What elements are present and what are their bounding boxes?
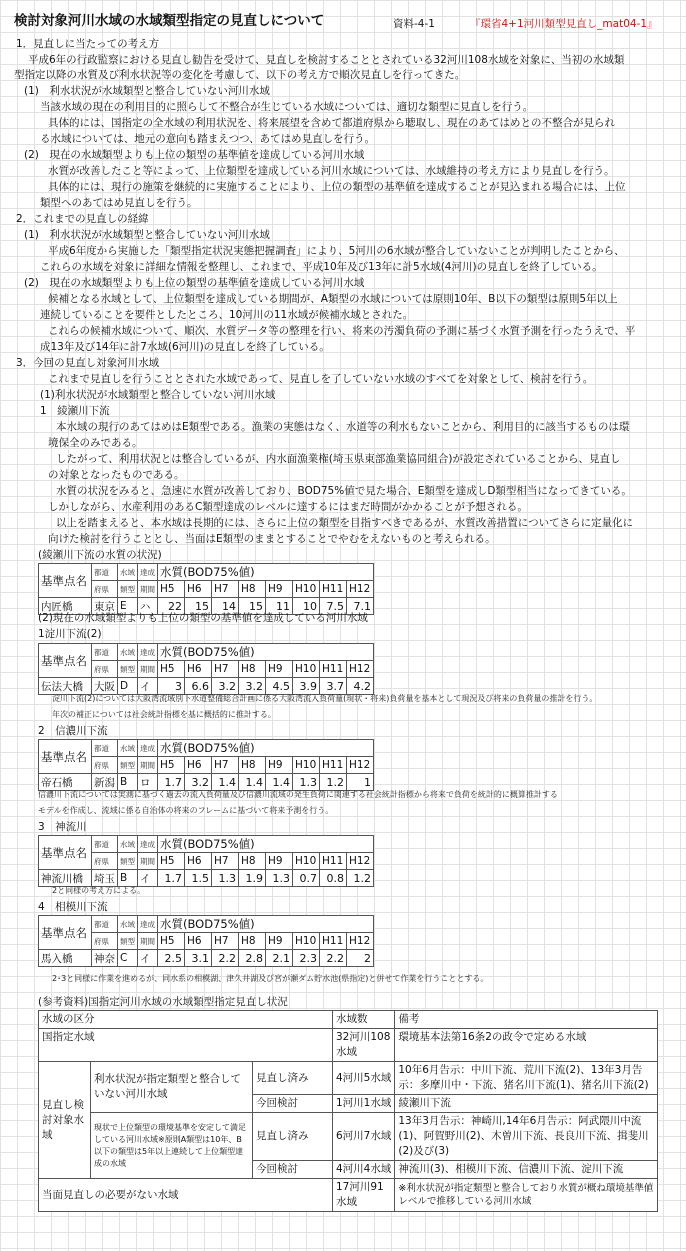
achievement-period: ハ	[138, 598, 158, 615]
bod-value: 4.5	[266, 678, 293, 695]
achievement-period: イ	[138, 950, 158, 967]
type-header-top: 水域	[118, 916, 138, 933]
ayase-line5: 水質の状況をみると、急速に水質が改善しており、BOD75%値で見た場合、E類型を達成しD類型相当になってきている。	[56, 485, 632, 497]
table-row	[39, 950, 374, 967]
station-name: 馬入橋	[39, 950, 92, 967]
ayase-water-quality-table	[38, 563, 374, 615]
count-upper-reviewed: 6河川7水域	[333, 1113, 395, 1161]
type-header-bottom: 類型	[118, 853, 138, 870]
ayase-line4: の対象となったものである。	[48, 469, 185, 481]
status-reviewed: 見直し済み	[253, 1062, 333, 1095]
section-2-heading: 2．これまでの見直しの経緯	[16, 213, 149, 225]
remark-upper-reviewed: 13年3月告示：神崎川,14年6月告示：阿武隈川中流(1)、阿賀野川(2)、木曽川下流、長良川下流、揖斐川(2)及び(3)	[395, 1113, 658, 1161]
ayase-table-caption: (綾瀬川下流の水質の状況)	[38, 549, 162, 561]
reference-status-grid	[38, 1010, 658, 1212]
row-no-review-needed: 当面見直しの必要がない水域	[39, 1179, 333, 1212]
bod-value: 3.1	[185, 950, 212, 967]
pref-header-top: 都道	[92, 916, 118, 933]
remark-mismatch-current: 綾瀬川下流	[395, 1095, 658, 1113]
year-header: H9	[266, 757, 293, 774]
prefecture: 埼玉	[92, 870, 118, 887]
document-title: 検討対象河川水域の水域類型指定の見直しについて	[14, 13, 325, 29]
type-header-top: 水域	[118, 740, 138, 757]
remark-upper-current: 神流川(3)、相模川下流、信濃川下流、淀川下流	[395, 1161, 658, 1179]
s2-2-heading: (2) 現在の水域類型よりも上位の類型の基準値を達成している河川水域	[24, 277, 365, 289]
year-header: H9	[266, 933, 293, 950]
year-header: H7	[212, 757, 239, 774]
status-reviewed: 見直し済み	[253, 1113, 333, 1161]
year-header: H6	[185, 661, 212, 678]
s2-2-line2: 連続していることを要件としたところ、10河川の11水域が候補水域とされた。	[40, 309, 414, 321]
bod-value: 1.4	[239, 774, 266, 791]
year-header: H11	[320, 661, 347, 678]
year-header: H7	[212, 661, 239, 678]
water-type: B	[118, 774, 138, 791]
bod-value: 2.1	[266, 950, 293, 967]
remark-no-review: ※利水状況が指定類型と整合しており水質が概ね環境基準値レベルで推移している河川水域	[395, 1179, 658, 1212]
col-header-count: 水域数	[333, 1011, 395, 1029]
year-header: H7	[212, 581, 239, 598]
station-header: 基準点名	[39, 564, 92, 598]
bod-value: 3.2	[239, 678, 266, 695]
ayase-line7: 以上を踏まえると、本水域は長期的には、さらに上位の類型を目指すべきであるが、水質改善措置についてさらに定量化に	[56, 517, 634, 529]
period-header-bottom: 期間	[138, 581, 158, 598]
bod-value: 3	[158, 678, 185, 695]
jinzu-heading: 3 神流川	[38, 821, 87, 833]
count-mismatch-reviewed: 4河川5水域	[333, 1062, 395, 1095]
station-header: 基準点名	[39, 916, 92, 950]
year-header: H9	[266, 661, 293, 678]
bod-value: 1.2	[347, 870, 374, 887]
period-header-top: 達成	[138, 564, 158, 581]
pref-header-top: 都道	[92, 644, 118, 661]
year-header: H8	[239, 933, 266, 950]
bod-value: 6.6	[185, 678, 212, 695]
s1-2-line1: 水質が改善したこと等によって、上位類型を達成している河川水域については、水域維持の考え方により見直しを行う。	[48, 165, 615, 177]
reference-table-caption: (参考資料)国指定河川水域の水域類型指定見直し状況	[38, 996, 288, 1008]
s1-1-heading: (1) 利水状況が水域類型と整合していない河川水域	[24, 85, 270, 97]
count-national: 32河川108水域	[333, 1029, 395, 1062]
year-header: H12	[347, 661, 374, 678]
section-3-heading: 3．今回の見直し対象河川水域	[16, 357, 160, 369]
bod-value: 1.4	[266, 774, 293, 791]
s2-1-line1: 平成6年度から実施した「類型指定状況実態把握調査」により、5河川の6水域が整合していないことが判明したことから、	[48, 245, 625, 257]
s2-2-line1: 候補となる水域として、上位類型を達成している期間が、A類型の水域については原則10年、B以下の類型は原則5年以上	[48, 293, 618, 305]
shinano-note-2: モデルを作成し、流域に係る自治体の将来のフレームに基づいて将来予測を行う。	[38, 806, 334, 815]
year-header: H10	[293, 933, 320, 950]
bod-value: 0.8	[320, 870, 347, 887]
period-header-top: 達成	[138, 836, 158, 853]
s3-para: これまで見直しを行うこととされた水域であって、見直しを了していない水域のすべてを対象として、検討を行う。	[48, 373, 594, 385]
sagami-heading: 4 相模川下流	[38, 901, 108, 913]
year-header: H11	[320, 757, 347, 774]
s1-1-line1: 当該水域の現在の利用目的に照らして不整合が生じている水域については、適切な類型に見直しを行う。	[40, 101, 534, 113]
period-header-top: 達成	[138, 740, 158, 757]
year-header: H5	[158, 853, 185, 870]
bod-value: 2.8	[239, 950, 266, 967]
year-header: H9	[266, 853, 293, 870]
year-header: H10	[293, 661, 320, 678]
bod-header: 水質(BOD75%値)	[158, 740, 374, 757]
bod-value: 1.3	[212, 870, 239, 887]
bod-value: 2.2	[320, 950, 347, 967]
ayase-heading: 1 綾瀬川下流	[40, 405, 110, 417]
bod-value: 1.5	[185, 870, 212, 887]
review-target-label: 見直し検討対象水域	[39, 1062, 91, 1179]
bod-value: 2	[347, 950, 374, 967]
s1-para-line1: 平成6年の行政監察における見直し勧告を受けて、見直しを検討することとされている32河川108水域を対象に、当初の水域類	[28, 54, 625, 66]
year-header: H9	[266, 581, 293, 598]
section-1-heading: 1．見直しに当たっての考え方	[16, 38, 160, 50]
year-header: H10	[293, 853, 320, 870]
count-upper-current: 4河川4水域	[333, 1161, 395, 1179]
water-type: D	[118, 678, 138, 695]
bod-value: 7.5	[320, 598, 347, 615]
file-tag: 『環省4+1河川類型見直し_mat04-1』	[470, 18, 658, 30]
col-header-remarks: 備考	[395, 1011, 658, 1029]
remark-national: 環境基本法第16条2の政令で定める水域	[395, 1029, 658, 1062]
bod-header: 水質(BOD75%値)	[158, 564, 374, 581]
year-header: H7	[212, 933, 239, 950]
achievement-period: イ	[138, 870, 158, 887]
type-header-bottom: 類型	[118, 933, 138, 950]
s2-1-heading: (1) 利水状況が水域類型と整合していない河川水域	[24, 229, 270, 241]
shinano-note-1: 信濃川下流については実測に基づく過去の流入負荷量及び信濃川流域の発生負荷に関連する社会統計指標から将来で負荷を統計的に概算推計する	[38, 790, 558, 799]
bod-value: 2.3	[293, 950, 320, 967]
type-header-top: 水域	[118, 564, 138, 581]
ayase-line6: しかしながら、水産利用のあるC類型達成のレベルに達するにはまだ時間がかかることが予想される。	[48, 501, 528, 513]
s2-1-line2: これらの水域を対象に詳細な情報を整理し、これまで、平成10年及び13年に計5水域(4河川)の見直しを終了している。	[40, 261, 603, 273]
s2-2-line3: これらの候補水域について、順次、水質データ等の整理を行い、将来の汚濁負荷の予測に基づく水質予測を行ったうえで、平	[48, 325, 636, 337]
water-type: C	[118, 950, 138, 967]
station-name: 神流川橋	[39, 870, 92, 887]
yodo-note-1: 淀川下流(2)については大阪湾流域別下水道整備総合計画に係る大阪湾流入負荷量(現状・将来)負荷量を基本として現況及び将来の負荷量の推計を行う。	[52, 694, 598, 703]
bod-value: 1.3	[266, 870, 293, 887]
bod-value: 4.2	[347, 678, 374, 695]
status-current: 今回検討	[253, 1161, 333, 1179]
bod-value: 1.4	[212, 774, 239, 791]
station-name: 帝石橋	[39, 774, 92, 791]
year-header: H12	[347, 581, 374, 598]
bod-value: 22	[158, 598, 185, 615]
s1-1-line3: る水域については、地元の意向も踏まえつつ、あてはめ見直しを行う。	[40, 133, 376, 145]
year-header: H5	[158, 581, 185, 598]
year-header: H6	[185, 581, 212, 598]
category-mismatch: 利水状況が指定類型と整合していない河川水域	[91, 1062, 253, 1113]
year-header: H5	[158, 933, 185, 950]
year-header: H8	[239, 853, 266, 870]
year-header: H12	[347, 853, 374, 870]
year-header: H6	[185, 757, 212, 774]
status-current: 今回検討	[253, 1095, 333, 1113]
period-header-bottom: 期間	[138, 853, 158, 870]
achievement-period: イ	[138, 678, 158, 695]
bod-header: 水質(BOD75%値)	[158, 836, 374, 853]
yodo-note-2: 年次の補正については社会統計指標を基に概括的に推計する。	[52, 710, 276, 719]
year-header: H11	[320, 853, 347, 870]
bod-value: 3.7	[320, 678, 347, 695]
bod-value: 2.2	[212, 950, 239, 967]
sagami-water-quality-table	[38, 915, 374, 967]
pref-header-top: 都道	[92, 836, 118, 853]
col-header-category: 水域の区分	[39, 1011, 333, 1029]
pref-header-top: 都道	[92, 564, 118, 581]
water-type: E	[118, 598, 138, 615]
bod-value: 14	[212, 598, 239, 615]
period-header-bottom: 期間	[138, 933, 158, 950]
s1-2-line3: 類型へのあてはめ見直しを行う。	[40, 197, 198, 209]
bod-value: 0.7	[293, 870, 320, 887]
bod-value: 15	[239, 598, 266, 615]
prefecture: 神奈	[92, 950, 118, 967]
count-mismatch-current: 1河川1水域	[333, 1095, 395, 1113]
ayase-line3: したがって、利用状況とは整合しているが、内水面漁業権(埼玉県東部漁業協同組合)が設定されていることから、見直し	[56, 453, 621, 465]
year-header: H8	[239, 757, 266, 774]
type-header-top: 水域	[118, 644, 138, 661]
bod-value: 1	[347, 774, 374, 791]
achievement-period: ロ	[138, 774, 158, 791]
year-header: H6	[185, 853, 212, 870]
type-header-top: 水域	[118, 836, 138, 853]
bod-value: 11	[266, 598, 293, 615]
kanna-water-quality-table	[38, 835, 374, 887]
pref-header-bottom: 府県	[92, 853, 118, 870]
period-header-top: 達成	[138, 644, 158, 661]
bod-value: 3.2	[185, 774, 212, 791]
year-header: H8	[239, 661, 266, 678]
prefecture: 大阪	[92, 678, 118, 695]
ayase-line2: 境保全のみである。	[48, 437, 143, 449]
period-header-bottom: 期間	[138, 757, 158, 774]
bod-value: 3.2	[212, 678, 239, 695]
pref-header-bottom: 府県	[92, 757, 118, 774]
pref-header-top: 都道	[92, 740, 118, 757]
period-header-bottom: 期間	[138, 661, 158, 678]
station-name: 内匠橋	[39, 598, 92, 615]
station-header: 基準点名	[39, 644, 92, 678]
row-national: 国指定水域	[39, 1029, 333, 1062]
shinano-heading: 2 信濃川下流	[38, 725, 108, 737]
bod-value: 15	[185, 598, 212, 615]
year-header: H5	[158, 757, 185, 774]
bod-value: 2.5	[158, 950, 185, 967]
year-header: H11	[320, 581, 347, 598]
year-header: H11	[320, 933, 347, 950]
bod-value: 7.1	[347, 598, 374, 615]
type-header-bottom: 類型	[118, 581, 138, 598]
bod-header: 水質(BOD75%値)	[158, 916, 374, 933]
type-header-bottom: 類型	[118, 661, 138, 678]
document-number: 資料-4-1	[393, 18, 435, 30]
shinano-water-quality-table	[38, 739, 374, 791]
bod-value: 3.9	[293, 678, 320, 695]
bod-header: 水質(BOD75%値)	[158, 644, 374, 661]
station-header: 基準点名	[39, 740, 92, 774]
bod-value: 10	[293, 598, 320, 615]
pref-header-bottom: 府県	[92, 581, 118, 598]
year-header: H6	[185, 933, 212, 950]
remark-mismatch-reviewed: 10年6月告示：中川下流、荒川下流(2)、13年3月告示：多摩川中・下流、猪名川下流(1)、猪名川下流(2)	[395, 1062, 658, 1095]
yodo-heading: 1淀川下流(2)	[38, 628, 102, 640]
s3-1-heading: (1)利水状況が水域類型と整合していない河川水域	[40, 389, 276, 401]
ayase-line1: 本水域の現行のあてはめはE類型である。漁業の実態はなく、水道等の利水もないことから、利用目的に該当するものは環	[56, 421, 630, 433]
s1-1-line2: 具体的には、国指定の全水域の利用状況を、将来展望を含めて都道府県から聴取し、現在のあてはめとの不整合が見られ	[48, 117, 615, 129]
bod-value: 1.2	[320, 774, 347, 791]
year-header: H10	[293, 581, 320, 598]
year-header: H8	[239, 581, 266, 598]
year-header: H5	[158, 661, 185, 678]
bod-value: 1.3	[293, 774, 320, 791]
prefecture: 新潟	[92, 774, 118, 791]
year-header: H10	[293, 757, 320, 774]
bod-value: 1.7	[158, 870, 185, 887]
bod-value: 1.9	[239, 870, 266, 887]
sagami-note: 2･3と同様に作業を進めるが、同水系の相模湖、津久井湖及び宮が瀬ダム貯水池(県指定)と併せて作業を行うこととする。	[52, 974, 489, 983]
yodo-water-quality-table	[38, 643, 374, 695]
kanna-note: 2と同様の考え方による。	[52, 886, 146, 895]
s1-2-heading: (2) 現在の水域類型よりも上位の類型の基準値を達成している河川水域	[24, 149, 365, 161]
s2-2-line4: 成13年及び14年に計7水域(6河川)の見直しを終了している。	[40, 341, 330, 353]
year-header: H7	[212, 853, 239, 870]
s1-para-line2: 型指定以降の水質及び利水状況等の変化を考慮して、以下の考え方で順次見直しを行ってきた。	[14, 69, 466, 81]
type-header-bottom: 類型	[118, 757, 138, 774]
s3-2-heading: (2)現在の水域類型よりも上位の類型の基準値を達成している河川水域	[38, 612, 368, 624]
year-header: H12	[347, 933, 374, 950]
ayase-line8: 向けた検討を行うこととし、当面はE類型のままとすることでやむをえないものと考えられる。	[48, 533, 496, 545]
count-no-review: 17河川91水域	[333, 1179, 395, 1212]
bod-value: 1.7	[158, 774, 185, 791]
water-type: B	[118, 870, 138, 887]
station-name: 伝法大橋	[39, 678, 92, 695]
s1-2-line2: 具体的には、現行の施策を継続的に実施することにより、上位の類型の基準値を達成することが見込まれる場合には、上位	[48, 181, 626, 193]
prefecture: 東京	[92, 598, 118, 615]
category-upper-achieved: 現状で上位類型の環境基準を安定して満足している河川水域※原則A類型は10年、B以下の類型は5年以上連続して上位類型達成の水域	[91, 1113, 253, 1179]
year-header: H12	[347, 757, 374, 774]
period-header-top: 達成	[138, 916, 158, 933]
pref-header-bottom: 府県	[92, 933, 118, 950]
station-header: 基準点名	[39, 836, 92, 870]
pref-header-bottom: 府県	[92, 661, 118, 678]
